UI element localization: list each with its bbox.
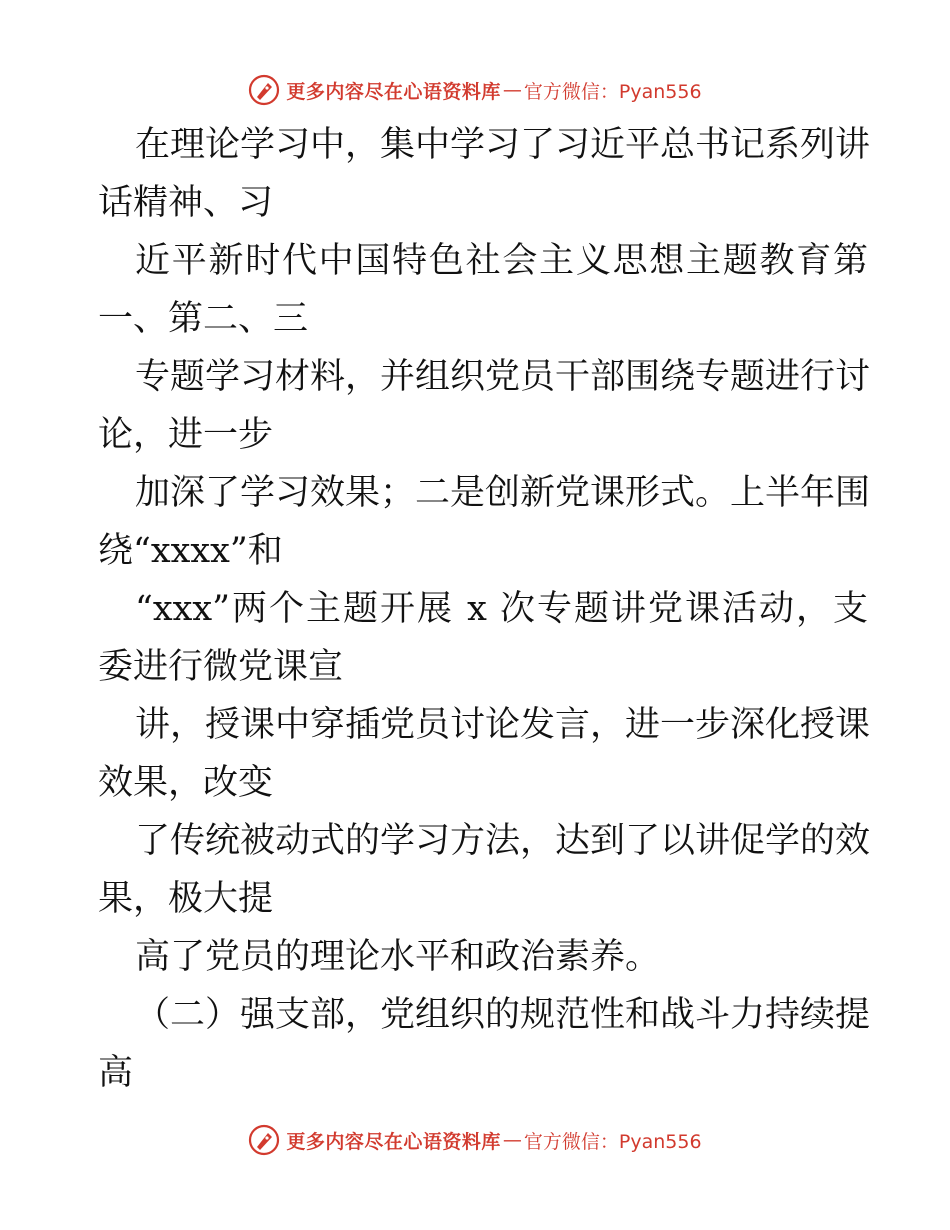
header-banner — [0, 70, 950, 110]
pen-nib-logo-icon — [248, 74, 280, 106]
text-line: 近平新时代中国特色社会主义思想主题教育第 — [135, 241, 868, 281]
footer-banner — [0, 1120, 950, 1160]
text-line: 话精神、习 — [98, 183, 274, 223]
banner-sub-text: 官方微信：Pyan556 — [523, 80, 702, 103]
banner-main-text: 更多内容尽在心语资料库 — [286, 80, 501, 103]
text-line: “xxx”两个主题开展 x 次专题讲党课活动，支 — [135, 589, 868, 629]
section-heading: （二）强支部，党组织的规范性和战斗力持续提 — [135, 995, 871, 1035]
text-line: 加深了学习效果；二是创新党课形式。上半年围 — [135, 473, 871, 513]
text-line: 专题学习材料，并组织党员干部围绕专题进行讨 — [135, 357, 871, 397]
text-line: 绕“xxxx”和 — [98, 531, 283, 571]
banner-main-text: 更多内容尽在心语资料库 — [286, 1130, 501, 1153]
banner-sub-text: 官方微信：Pyan556 — [523, 1130, 702, 1153]
banner-dash: — — [502, 79, 522, 101]
text-line: 高 — [98, 1053, 134, 1093]
text-line: 高了党员的理论水平和政治素养。 — [135, 937, 661, 977]
pen-nib-logo-icon — [248, 1124, 280, 1156]
text-line: 论，进一步 — [98, 415, 274, 455]
text-line: 一、第二、三 — [98, 299, 309, 339]
document-body — [98, 116, 871, 1102]
text-line: 效果，改变 — [98, 763, 274, 803]
text-line: 了传统被动式的学习方法，达到了以讲促学的效 — [135, 821, 871, 861]
text-line: 讲，授课中穿插党员讨论发言，进一步深化授课 — [135, 705, 871, 745]
text-line: 果，极大提 — [98, 879, 274, 919]
text-line: 在理论学习中，集中学习了习近平总书记系列讲 — [135, 125, 871, 165]
banner-dash: — — [502, 1129, 522, 1151]
text-line: 委进行微党课宣 — [98, 647, 344, 687]
